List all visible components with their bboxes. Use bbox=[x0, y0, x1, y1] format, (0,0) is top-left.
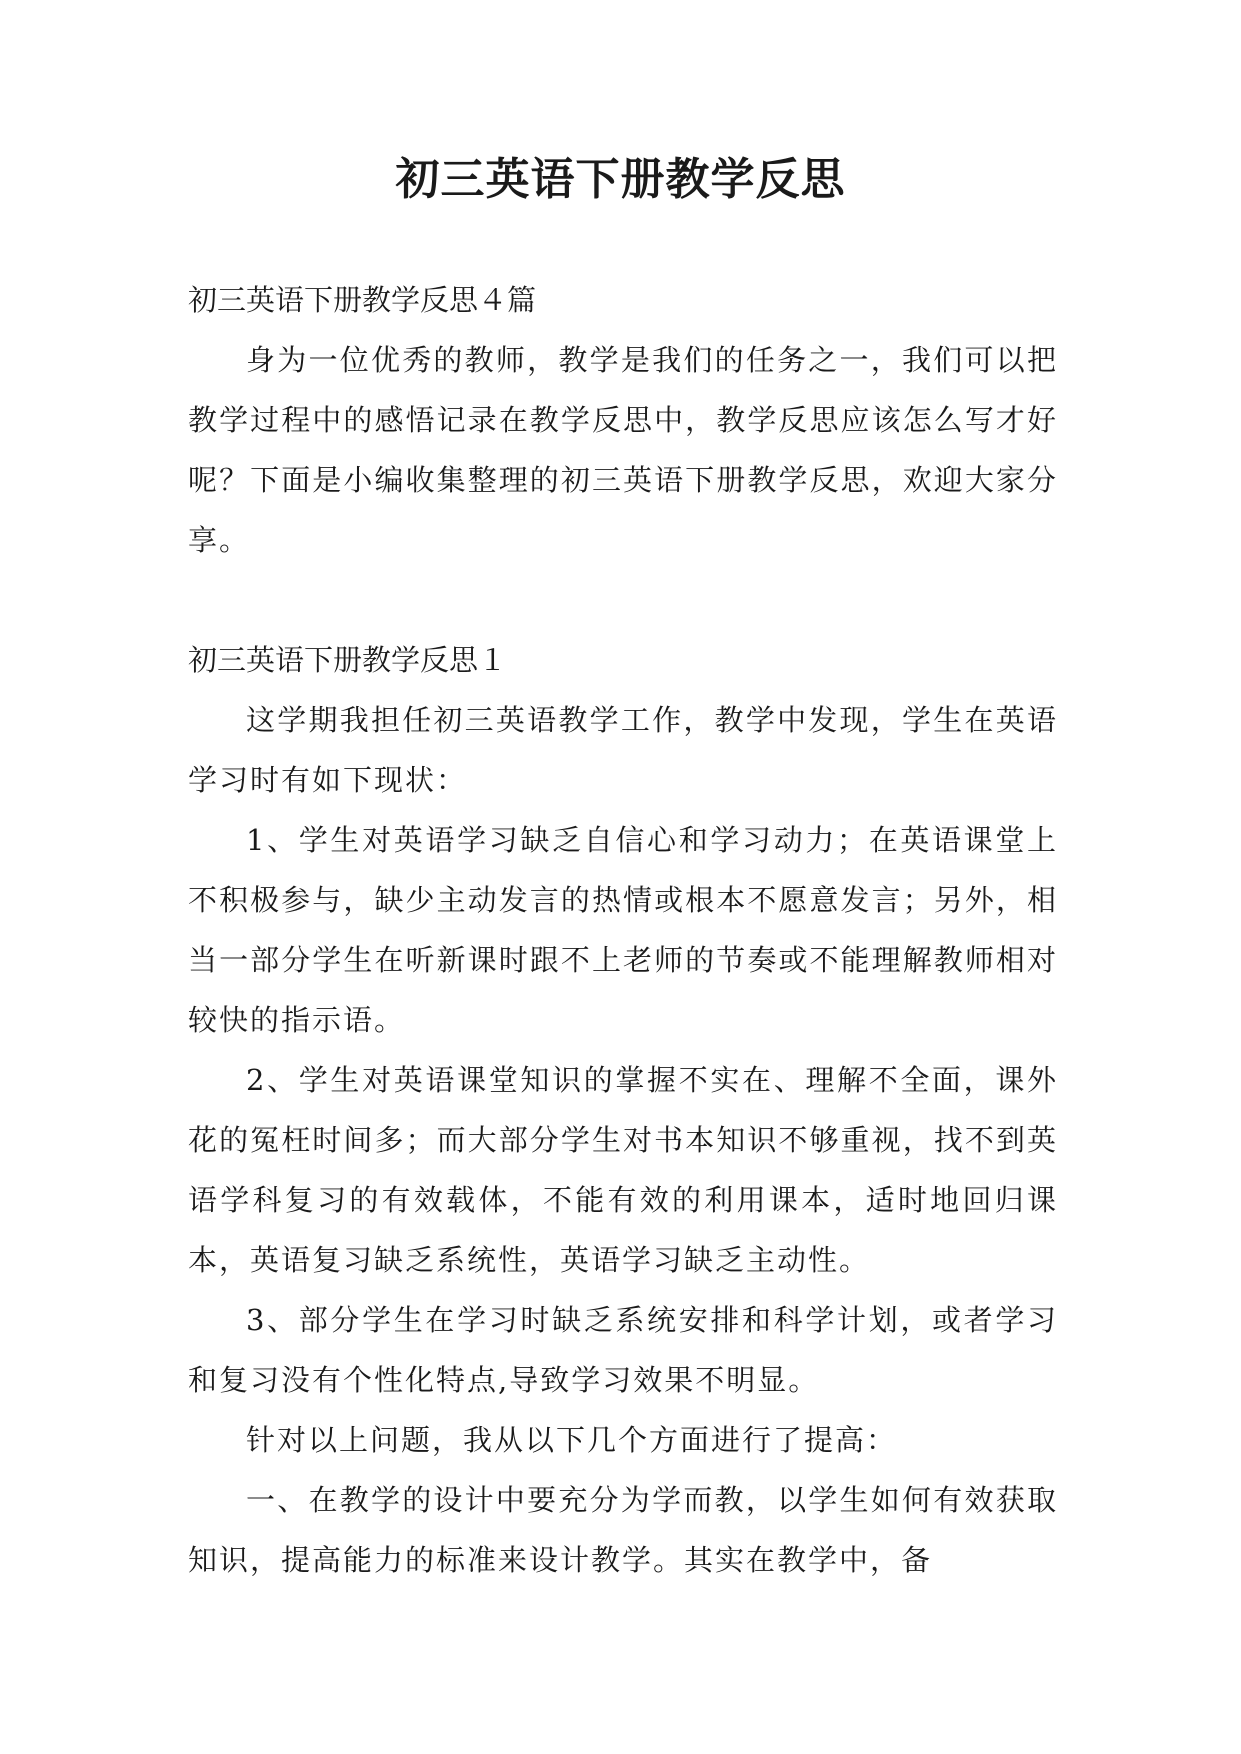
section1-paragraph-point-2: 2、学生对英语课堂知识的掌握不实在、理解不全面，课外花的冤枉时间多；而大部分学生对书本知识不够重视，找不到英语学科复习的有效载体，不能有效的利用课本，适时地回归课本，英语复习缺乏系统性，英语学习缺乏主动性。 bbox=[188, 1063, 1058, 1277]
section1-paragraph-point-1: 1、学生对英语学习缺乏自信心和学习动力；在英语课堂上不积极参与，缺少主动发言的热情或根本不愿意发言；另外，相当一部分学生在听新课时跟不上老师的节奏或不能理解教师相对较快的指示语。 bbox=[188, 823, 1058, 1037]
section1-paragraph-measures: 针对以上问题，我从以下几个方面进行了提高： bbox=[246, 1423, 898, 1457]
intro-heading: 初三英语下册教学反思４篇 bbox=[188, 283, 537, 317]
section-spacer bbox=[188, 570, 1058, 630]
document-title: 初三英语下册教学反思 bbox=[395, 154, 846, 205]
document-body bbox=[188, 270, 1058, 1590]
section1-paragraph-point-3: 3、部分学生在学习时缺乏系统安排和科学计划，或者学习和复习没有个性化特点,导致学习效果不明显。 bbox=[188, 1303, 1058, 1397]
section1-heading: 初三英语下册教学反思１ bbox=[188, 643, 508, 677]
intro-paragraph: 身为一位优秀的教师，教学是我们的任务之一，我们可以把教学过程中的感悟记录在教学反思中，教学反思应该怎么写才好呢？下面是小编收集整理的初三英语下册教学反思，欢迎大家分享。 bbox=[188, 343, 1058, 557]
section1-paragraph-measure-1: 一、在教学的设计中要充分为学而教，以学生如何有效获取知识，提高能力的标准来设计教学。其实在教学中，备 bbox=[188, 1483, 1058, 1577]
section1-paragraph-status: 这学期我担任初三英语教学工作，教学中发现，学生在英语学习时有如下现状： bbox=[188, 703, 1058, 797]
